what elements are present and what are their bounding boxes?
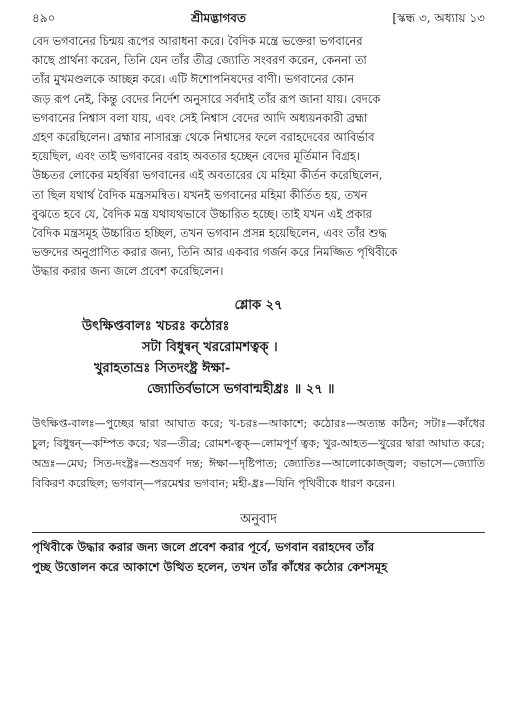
- purport-line: হয়েছিল, এবং তাই ভগবানের বরাহ অবতার হচ্ছেন বেদের মূর্তিমান বিগ্রহ।: [32, 149, 360, 164]
- purport-line: বৈদিক মন্ত্রসমূহ উচ্চারিত হচ্ছিল, তখন ভগবান প্রসন্ন হয়েছিলেন, এবং তাঁর শুদ্ধ: [32, 226, 387, 241]
- verse-title: শ্লোক ২৭: [234, 297, 283, 313]
- purport-line: বেদ ভগবানের চিন্ময় রূপের আরাধনা করে। বৈদিক মন্ত্রে ভক্তেরা ভগবানের: [32, 34, 363, 48]
- purport-paragraph: [32, 32, 485, 282]
- verse-text: [32, 316, 485, 400]
- purport-line: গ্রহণ করেছিলেন। ব্রহ্মার নাসারন্ধ্র থেকে নিশ্বাসের ফলে বরাহদেবের আবির্ভাব: [32, 130, 375, 145]
- verse-line-4: জ্যোতির্বভাসে ভগবান্মহীধ্রঃ ॥ ২৭ ॥: [147, 381, 335, 397]
- purport-line: জড় রূপ নেই, কিন্তু বেদের নির্দেশ অনুসারে সর্বদাই তাঁর রূপ জানা যায়। বেদকে: [32, 91, 381, 106]
- purport-line: কাছে প্রার্থনা করেন, তিনি যেন তাঁর তীব্র জ্যোতি সংবরণ করেন, কেননা তা: [32, 53, 367, 68]
- page-header: [32, 10, 485, 32]
- verse-line-2: সটা বিধুন্বন্ খররোমশত্বক্ ।: [142, 339, 278, 355]
- purport-line: তাঁর মুখমণ্ডলকে আচ্ছন্ন করে। এটি ঈশোপনিষদের বাণী। ভগবানের কোন: [32, 72, 355, 87]
- translation-line: পৃথিবীকে উদ্ধার করার জন্য জলে প্রবেশ করার পূর্বে, ভগবান বরাহদেব তাঁর: [32, 539, 375, 554]
- page-number: ৪৯০: [32, 11, 56, 25]
- verse-line-1: উৎক্ষিপ্তবালঃ খচরঃ কঠোরঃ: [82, 318, 230, 334]
- purport-line: উদ্ধার করার জন্য জলে প্রবেশ করেছিলেন।: [32, 264, 224, 279]
- book-title: শ্রীমদ্ভাগবত: [190, 11, 246, 25]
- verse-line-3: খুরাহতাভ্রঃ সিতদংষ্ট্র ঈক্ষা-: [94, 360, 231, 376]
- purport-line: ভগবানের নিশ্বাস বলা যায়, এবং সেই নিশ্বাস বেদের আদি অধ্যয়নকারী ব্রহ্মা: [32, 110, 368, 125]
- translation-line: পুচ্ছ উত্তোলন করে আকাশে উত্থিত হলেন, তখন তাঁর কাঁধের কঠোর কেশসমূহ: [32, 559, 388, 574]
- purport-line: ভক্তদের অনুপ্রাণিত করার জন্য, তিনি আর একবার গর্জন করে নিমজ্জিত পৃথিবীকে: [32, 245, 398, 260]
- translation-title: অনুবাদ: [240, 511, 277, 527]
- purport-line: বুঝতে হবে যে, বৈদিক মন্ত্র যথাযথভাবে উচ্চারিত হচ্ছে। তাই যখন এই প্রকার: [32, 206, 372, 221]
- purport-line: তা ছিল যথার্থ বৈদিক মন্ত্রসমন্বিত। যখনই ভগবানের মহিমা কীর্তিত হয়, তখন: [32, 187, 368, 202]
- purport-line: উচ্চতর লোকের মহর্ষিরা ভগবানের এই অবতারের যে মহিমা কীর্তন করেছিলেন,: [32, 168, 383, 183]
- word-meanings: উৎক্ষিপ্ত-বালঃ—পুচ্ছের দ্বারা আঘাত করে; খ-চরঃ—আকাশে; কঠোরঃ—অত্যন্ত কঠিন; সটাঃ—কাঁধের চুল; বিধুন্বন্—কম্পিত করে; খর—তীব্র; রোমশ-ত্বক্—লোমপূর্ণ ত্বক; খুর-আহত—খুরের দ্বারা আঘাত করে; অভ্রঃ—মেঘ; সিত-দংষ্ট্রঃ—শুভ্রবর্ণ দন্ত; ঈক্ষা—দৃষ্টিপাত; জ্যোতিঃ—আলোকোজ্জ্বল; বভাসে—জ্যোতি বিকিরণ করেছিল; ভগবান্—পরমেশ্বর ভগবান; মহী-ধ্রঃ—যিনি পৃথিবীকে ধারণ করেন।: [32, 416, 485, 490]
- chapter-reference: [স্কন্ধ ৩, অধ্যায় ১৩: [392, 11, 485, 25]
- divider: [32, 532, 485, 533]
